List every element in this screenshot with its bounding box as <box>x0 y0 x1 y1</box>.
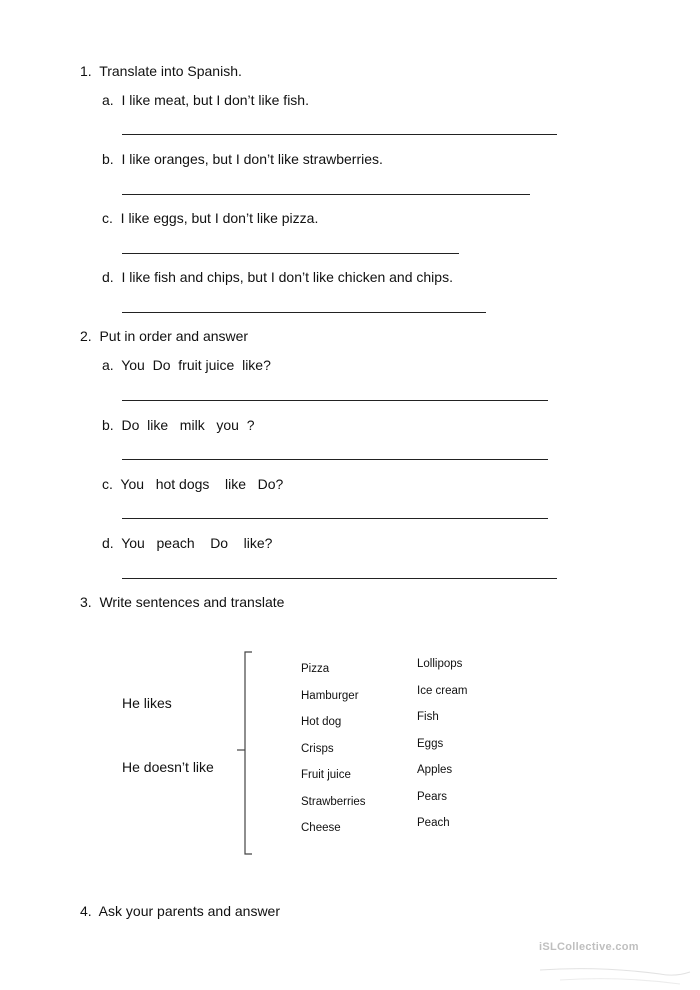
q2-answer-line-a[interactable] <box>122 400 548 401</box>
q1-item-b: b. I like oranges, but I don’t like strawberries. <box>102 151 383 167</box>
q2-answer-line-d[interactable] <box>122 578 557 579</box>
bracket-icon <box>232 648 256 860</box>
food-right-6: Pears <box>417 791 448 803</box>
q2-item-c: c. You hot dogs like Do? <box>102 476 284 492</box>
question-1-title: 1. Translate into Spanish. <box>80 63 242 79</box>
he-likes-label: He likes <box>122 695 172 711</box>
food-right-3: Fish <box>417 711 439 723</box>
food-right-5: Apples <box>417 764 453 776</box>
watermark-scribble-icon <box>0 940 700 990</box>
food-left-1: Pizza <box>301 663 330 675</box>
q2-item-a: a. You Do fruit juice like? <box>102 357 271 373</box>
food-left-2: Hamburger <box>301 690 359 702</box>
food-left-5: Fruit juice <box>301 769 351 781</box>
q2-answer-line-c[interactable] <box>122 518 548 519</box>
question-4-title: 4. Ask your parents and answer <box>80 903 280 919</box>
watermark: iSLCollective.com <box>539 941 639 953</box>
q1-answer-line-a[interactable] <box>122 134 557 135</box>
q1-answer-line-c[interactable] <box>122 253 459 254</box>
q1-item-d: d. I like fish and chips, but I don’t like chicken and chips. <box>102 269 453 285</box>
food-left-6: Strawberries <box>301 796 366 808</box>
food-right-2: Ice cream <box>417 685 468 697</box>
food-left-3: Hot dog <box>301 716 342 728</box>
food-left-4: Crisps <box>301 743 334 755</box>
food-right-4: Eggs <box>417 738 444 750</box>
q1-answer-line-d[interactable] <box>122 312 486 313</box>
food-left-7: Cheese <box>301 822 341 834</box>
q2-item-d: d. You peach Do like? <box>102 535 273 551</box>
food-right-1: Lollipops <box>417 658 463 670</box>
food-right-7: Peach <box>417 817 450 829</box>
q2-item-b: b. Do like milk you ? <box>102 417 255 433</box>
question-2-title: 2. Put in order and answer <box>80 328 249 344</box>
question-3-title: 3. Write sentences and translate <box>80 594 285 610</box>
q1-answer-line-b[interactable] <box>122 194 530 195</box>
he-doesnt-like-label: He doesn’t like <box>122 759 214 775</box>
q1-item-c: c. I like eggs, but I don’t like pizza. <box>102 210 319 226</box>
q1-item-a: a. I like meat, but I don’t like fish. <box>102 92 309 108</box>
q2-answer-line-b[interactable] <box>122 459 548 460</box>
